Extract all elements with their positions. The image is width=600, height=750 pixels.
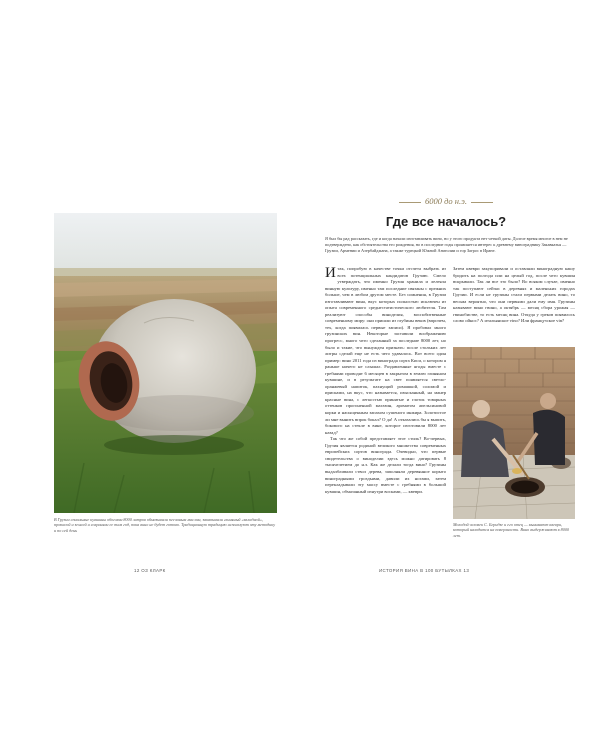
paragraph: Так что же собой представляет этот стиль? Во-первых, Грузия является родиной великого множества современных европейских сортов винограда. Очевидно, что первые свидетельства о виноделии здесь можно датировать 8 тысячелетием до н.э. Как же делали тогда вино? Грузины выдалбливали ствол дерева, заполняли деревянное корыто виноградными гроздьями, давили их ногами, затем перекладывали эту массу вместе с гребнями в большой кувшин, обмазанный изнутри восками, — квеври. [325,436,446,494]
era-text: 6000 до н.э. [424,196,467,206]
body-column-1 [325,266,446,495]
body-column-2: Затем квеври закупоривали и оставляли виноградную кашу бродить на полгода или на целый год, после чего кувшин вскрывали. Так ли все это было? Во всяком случае, именно так поступают сейчас в деревнях и маленьких городах Грузии. И если не грузины стали первыми делать вино, то весьма вероятно, что они первыми дали ему имя. Грузины называют вино гвино, а октябрь — месяц сбора урожая — гвинобистве, то есть месяц вина. Откуда у греков появилось слово ойнос? А итальянское vino? Или французское vin? [453,266,575,324]
right-photo-caption: Молодой человек С. Беридзе и его отец — вынимают квеври, который находится на поверхности. Вино выдерживают в 8000 лет. [453,522,570,538]
era-label [318,196,574,206]
intro-paragraph: Я был бы рад рассказать, где и когда начали изготавливать вино, но у этого продукта нет четкой даты. Долгое время многое в нем не подтверждено, как обстоятельства его рождения, но в последние годы проявляется интерес к древнему винограднику Закавказья — Грузии, Армении и Азербайджана, а также турецкой Южной Анатолии и гор Загрос в Иране. [325,236,568,253]
left-photo-caption: В Грузии спиальные кувшины объемом 8000 литров обмазывали песчаным маслом, закапывали глиняный «вкладной», пропасой и землей и сохраняли ее там год, пока вино не будет готово. Традиционную традицию используют эту методику и по сей день [54,517,276,533]
right-folio: ИСТОРИЯ ВИНА В 100 БУТЫЛКАХ 13 [379,568,470,573]
winemakers-photo [453,347,575,519]
drop-cap: И [325,264,336,281]
left-folio: 12 ОЗ КЛАРК [134,568,166,573]
paragraph [325,266,446,436]
chapter-heading: Где все началось? [385,214,507,229]
era-rule-left [399,202,421,203]
era-rule-right [471,202,493,203]
qvevri-jar-photo [54,213,277,513]
paragraph-text: так, попробую в качестве точки отсчета выбрать из всех потенциальных кандидатов Грузию. Смело утверждать, что именно Грузия хранила и лелеяла винную культуру, именно там последние связаны с прежних больше, чем в любом другом месте. Без сомнения, в Грузии изготавливают вина, вкус которых полностью исключен из опыта современного среднестатистического любителя. Там реализуют способы виноделия, воспобитвенные современному миру: они пришли из глубины веков (впрочем, тех, когда появилась первые записи). Я пробовал много грузинских вин. Некоторые заставили воображению прогресс, много чего сделанный за последние 8000 лет, но было и такие, что вынужден признать: после стольких лет литры сделай еще не есть чего удавалось. Вот всего один пример: вино 2011 года из винограда сорта Киси, о котором я раньше ничего не слышал. Раздавленные ягоды вместе с гребнями проводят 6 месяцев в закрытом в землю глиняном кувшине, и в результате на свет появляется светло-оранжевый напиток, пахнущий ромашкой, соломой и ирисками, на вкус, что называется, изысканный, на манер красные вина, с легкостью принятые и глоток товарных оттенков прогоненной магазин, ароматом апельсиновой корки и насыщенным запахом сушеного инжира. Золотистое ли мне вынить впрок бокал? О да! А отказались бы я выпить, бокового на стекле в вине, которое изготовили 8000 лет назад? [325,266,446,435]
